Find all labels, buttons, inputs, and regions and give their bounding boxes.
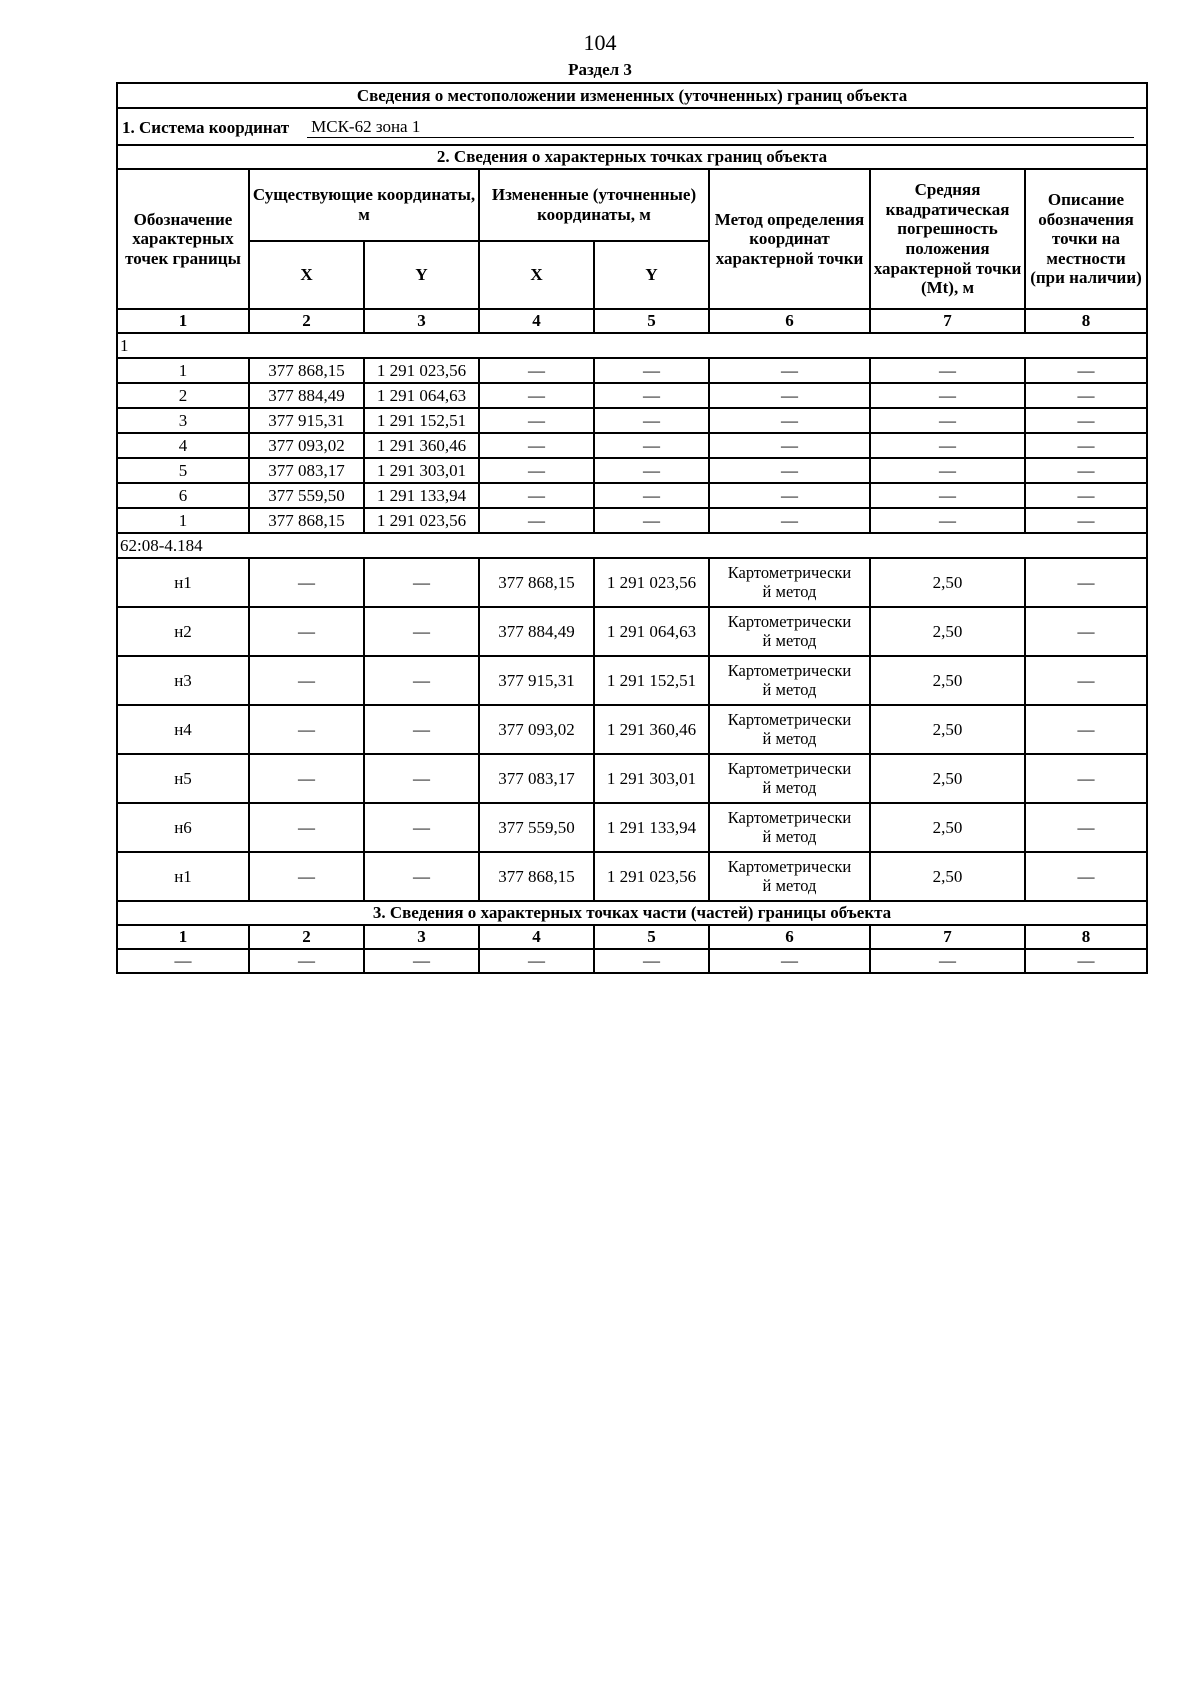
coord-system-label: 1. Система координат: [122, 118, 290, 138]
table-row: [117, 458, 1147, 483]
point-label: н6: [117, 803, 249, 852]
empty-cell: —: [1025, 949, 1147, 973]
point-label: 6: [117, 483, 249, 508]
empty-cell: —: [709, 358, 870, 383]
section2-title: 2. Сведения о характерных точках границ объекта: [117, 145, 1147, 169]
method-line2: й метод: [762, 826, 817, 846]
empty-cell: —: [364, 607, 479, 656]
empty-cell: —: [479, 949, 594, 973]
point-label: 4: [117, 433, 249, 458]
boundary-table: [116, 82, 1148, 974]
existing-x: 377 083,17: [249, 458, 364, 483]
empty-cell: —: [479, 483, 594, 508]
empty-cell: —: [249, 803, 364, 852]
error-value: 2,50: [870, 705, 1025, 754]
empty-cell: —: [870, 358, 1025, 383]
empty-cell: —: [1025, 433, 1147, 458]
table-row: [117, 558, 1147, 607]
method-line1: Картометрически: [727, 562, 852, 582]
col-num: 1: [117, 309, 249, 333]
method-cell: [709, 705, 870, 754]
empty-cell: —: [1025, 558, 1147, 607]
changed-x: 377 868,15: [479, 852, 594, 901]
col-num: 1: [117, 925, 249, 949]
group2-label: 62:08-4.184: [117, 533, 1147, 558]
empty-cell: —: [479, 458, 594, 483]
changed-y: 1 291 133,94: [594, 803, 709, 852]
empty-cell: —: [594, 458, 709, 483]
table-row: [117, 754, 1147, 803]
existing-x: 377 093,02: [249, 433, 364, 458]
empty-cell: —: [594, 433, 709, 458]
point-label: 2: [117, 383, 249, 408]
changed-y: 1 291 303,01: [594, 754, 709, 803]
method-line1: Картометрически: [727, 709, 852, 729]
method-cell: [709, 803, 870, 852]
col-num: 3: [364, 925, 479, 949]
point-label: н3: [117, 656, 249, 705]
empty-cell: —: [1025, 408, 1147, 433]
table-row: [117, 483, 1147, 508]
header-changed: Измененные (уточненные) координаты, м: [479, 169, 709, 241]
empty-cell: —: [1025, 383, 1147, 408]
header-changed-y: Y: [594, 241, 709, 309]
point-label: 3: [117, 408, 249, 433]
point-label: н5: [117, 754, 249, 803]
empty-cell: —: [594, 408, 709, 433]
empty-cell: —: [870, 508, 1025, 533]
group1-label: 1: [117, 333, 1147, 358]
empty-cell: —: [1025, 656, 1147, 705]
empty-cell: —: [479, 408, 594, 433]
empty-cell: —: [1025, 754, 1147, 803]
header-existing: Существующие координаты, м: [249, 169, 479, 241]
point-label: н1: [117, 852, 249, 901]
method-line2: й метод: [762, 875, 817, 895]
method-line1: Картометрически: [727, 758, 852, 778]
col-num: 2: [249, 309, 364, 333]
empty-cell: —: [870, 383, 1025, 408]
section3-title: 3. Сведения о характерных точках части (частей) границы объекта: [117, 901, 1147, 925]
error-value: 2,50: [870, 754, 1025, 803]
method-cell: [709, 607, 870, 656]
empty-cell: —: [1025, 358, 1147, 383]
empty-cell: —: [364, 656, 479, 705]
header-error: Средняя квадратическая погрешность положения характерной точки (Mt), м: [870, 169, 1025, 309]
col-num: 5: [594, 925, 709, 949]
changed-x: 377 884,49: [479, 607, 594, 656]
table-row: [117, 358, 1147, 383]
existing-x: 377 868,15: [249, 358, 364, 383]
error-value: 2,50: [870, 852, 1025, 901]
empty-cell: —: [709, 483, 870, 508]
header-changed-x: X: [479, 241, 594, 309]
method-cell: [709, 754, 870, 803]
changed-y: 1 291 064,63: [594, 607, 709, 656]
changed-y: 1 291 023,56: [594, 852, 709, 901]
existing-y: 1 291 023,56: [364, 358, 479, 383]
empty-cell: —: [594, 508, 709, 533]
existing-y: 1 291 303,01: [364, 458, 479, 483]
existing-x: 377 884,49: [249, 383, 364, 408]
method-cell: [709, 852, 870, 901]
existing-x: 377 559,50: [249, 483, 364, 508]
existing-y: 1 291 064,63: [364, 383, 479, 408]
table-row: [117, 852, 1147, 901]
method-line2: й метод: [762, 679, 817, 699]
point-label: 1: [117, 508, 249, 533]
col-num: 6: [709, 309, 870, 333]
col-num: 4: [479, 309, 594, 333]
empty-cell: —: [870, 483, 1025, 508]
existing-x: 377 915,31: [249, 408, 364, 433]
col-num: 4: [479, 925, 594, 949]
empty-cell: —: [709, 458, 870, 483]
empty-cell: —: [870, 408, 1025, 433]
empty-cell: —: [594, 358, 709, 383]
col-num: 8: [1025, 925, 1147, 949]
point-label: 1: [117, 358, 249, 383]
empty-cell: —: [364, 754, 479, 803]
empty-cell: —: [364, 949, 479, 973]
col-num: 5: [594, 309, 709, 333]
changed-y: 1 291 023,56: [594, 558, 709, 607]
empty-cell: —: [479, 358, 594, 383]
error-value: 2,50: [870, 558, 1025, 607]
changed-x: 377 559,50: [479, 803, 594, 852]
page-number: 104: [583, 30, 617, 55]
method-cell: [709, 558, 870, 607]
point-label: н4: [117, 705, 249, 754]
empty-cell: —: [249, 705, 364, 754]
changed-y: 1 291 152,51: [594, 656, 709, 705]
table-row: [117, 508, 1147, 533]
table-row: [117, 705, 1147, 754]
empty-cell: —: [364, 705, 479, 754]
changed-y: 1 291 360,46: [594, 705, 709, 754]
empty-cell: —: [594, 383, 709, 408]
method-line2: й метод: [762, 777, 817, 797]
method-line1: Картометрически: [727, 660, 852, 680]
col-num: 2: [249, 925, 364, 949]
changed-x: 377 915,31: [479, 656, 594, 705]
empty-cell: —: [117, 949, 249, 973]
section-title: Раздел 3: [568, 60, 632, 79]
section3-column-numbers-row: [117, 925, 1147, 949]
col-num: 7: [870, 925, 1025, 949]
point-label: н1: [117, 558, 249, 607]
method-line1: Картометрически: [727, 611, 852, 631]
existing-y: 1 291 023,56: [364, 508, 479, 533]
method-cell: [709, 656, 870, 705]
header-existing-x: X: [249, 241, 364, 309]
empty-cell: —: [870, 433, 1025, 458]
existing-y: 1 291 152,51: [364, 408, 479, 433]
table-title: Сведения о местоположении измененных (уточненных) границ объекта: [117, 83, 1147, 108]
error-value: 2,50: [870, 803, 1025, 852]
changed-x: 377 868,15: [479, 558, 594, 607]
empty-cell: —: [870, 949, 1025, 973]
section3-empty-row: [117, 949, 1147, 973]
col-num: 7: [870, 309, 1025, 333]
existing-x: 377 868,15: [249, 508, 364, 533]
empty-cell: —: [479, 433, 594, 458]
empty-cell: —: [594, 483, 709, 508]
table-row: [117, 408, 1147, 433]
changed-x: 377 083,17: [479, 754, 594, 803]
point-label: н2: [117, 607, 249, 656]
table-row: [117, 433, 1147, 458]
empty-cell: —: [1025, 483, 1147, 508]
empty-cell: —: [709, 508, 870, 533]
empty-cell: —: [249, 656, 364, 705]
empty-cell: —: [1025, 607, 1147, 656]
empty-cell: —: [364, 558, 479, 607]
col-num: 3: [364, 309, 479, 333]
changed-x: 377 093,02: [479, 705, 594, 754]
empty-cell: —: [594, 949, 709, 973]
existing-y: 1 291 360,46: [364, 433, 479, 458]
empty-cell: —: [1025, 705, 1147, 754]
error-value: 2,50: [870, 656, 1025, 705]
empty-cell: —: [249, 852, 364, 901]
existing-y: 1 291 133,94: [364, 483, 479, 508]
empty-cell: —: [709, 949, 870, 973]
empty-cell: —: [479, 383, 594, 408]
empty-cell: —: [1025, 803, 1147, 852]
table-row: [117, 383, 1147, 408]
header-existing-y: Y: [364, 241, 479, 309]
point-label: 5: [117, 458, 249, 483]
coord-system-value: МСК-62 зона 1: [307, 117, 1134, 138]
empty-cell: —: [1025, 508, 1147, 533]
method-line2: й метод: [762, 728, 817, 748]
error-value: 2,50: [870, 607, 1025, 656]
empty-cell: —: [249, 558, 364, 607]
col-num: 6: [709, 925, 870, 949]
table-row: [117, 607, 1147, 656]
method-line1: Картометрически: [727, 856, 852, 876]
empty-cell: —: [1025, 458, 1147, 483]
empty-cell: —: [709, 408, 870, 433]
table-row: [117, 803, 1147, 852]
empty-cell: —: [709, 383, 870, 408]
method-line1: Картометрически: [727, 807, 852, 827]
header-method: Метод определения координат характерной точки: [709, 169, 870, 309]
method-line2: й метод: [762, 581, 817, 601]
header-point: Обозначение характерных точек границы: [117, 169, 249, 309]
empty-cell: —: [249, 607, 364, 656]
empty-cell: —: [709, 433, 870, 458]
column-numbers-row: [117, 309, 1147, 333]
table-row: [117, 656, 1147, 705]
empty-cell: —: [364, 852, 479, 901]
empty-cell: —: [479, 508, 594, 533]
col-num: 8: [1025, 309, 1147, 333]
empty-cell: —: [364, 803, 479, 852]
empty-cell: —: [249, 754, 364, 803]
empty-cell: —: [870, 458, 1025, 483]
empty-cell: —: [249, 949, 364, 973]
header-description: Описание обозначения точки на местности (при наличии): [1025, 169, 1147, 309]
coord-system-row: [117, 108, 1147, 145]
empty-cell: —: [1025, 852, 1147, 901]
method-line2: й метод: [762, 630, 817, 650]
